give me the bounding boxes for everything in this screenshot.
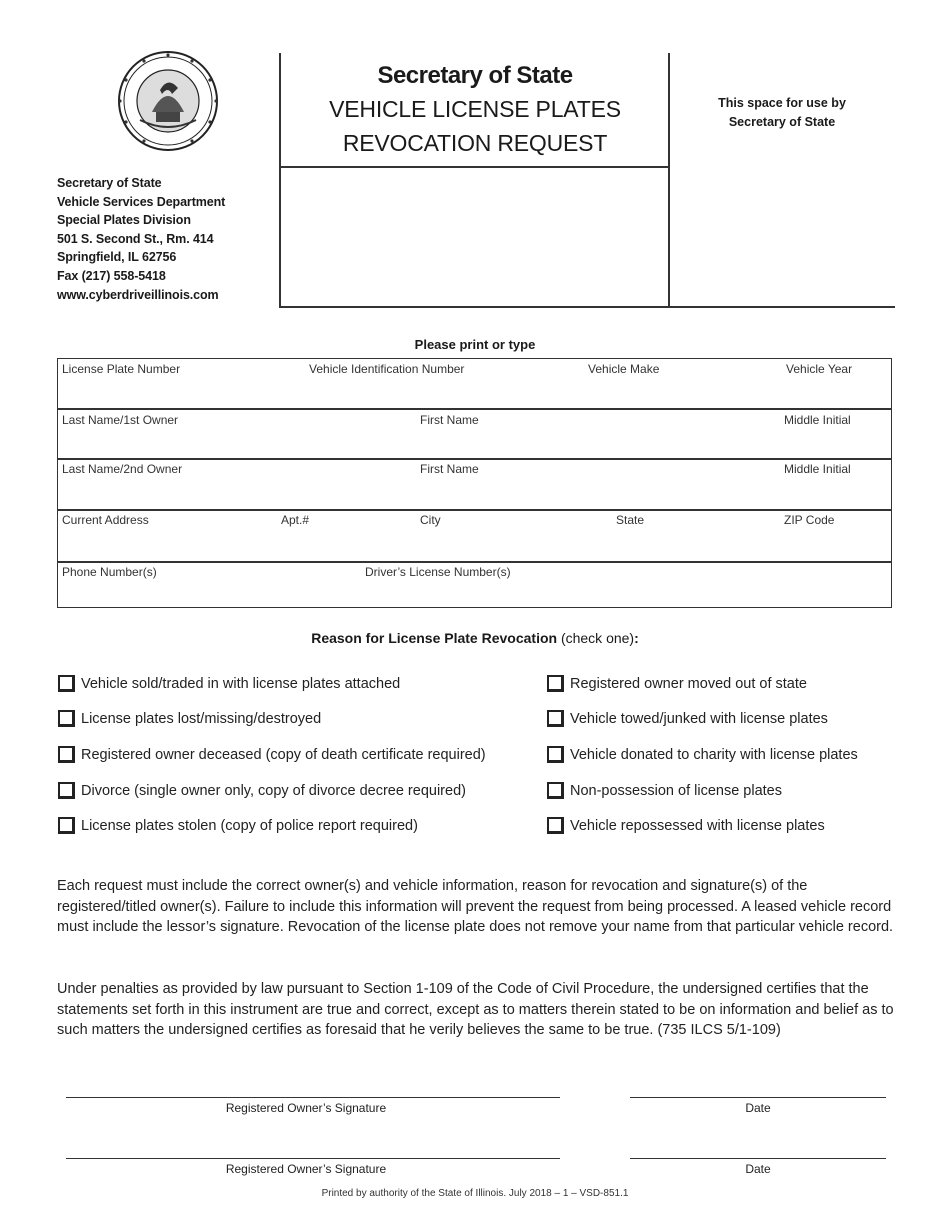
- checkbox[interactable]: [547, 710, 564, 727]
- checkbox[interactable]: [547, 675, 564, 692]
- reason-option[interactable]: [547, 746, 858, 763]
- owner-vehicle-form: [57, 358, 892, 608]
- office-use-line: This space for use by: [718, 96, 846, 110]
- header-title-underline: [279, 166, 669, 168]
- reason-label: Vehicle repossessed with license plates: [570, 817, 825, 834]
- reason-heading-note: (check one): [557, 630, 635, 646]
- reason-option[interactable]: [58, 710, 321, 727]
- state-field[interactable]: State: [616, 513, 645, 527]
- page-subtitle-2: REVOCATION REQUEST: [342, 130, 608, 156]
- first-name-owner-1-field[interactable]: First Name: [420, 413, 479, 427]
- reason-label: Non-possession of license plates: [570, 782, 782, 799]
- checkbox[interactable]: [547, 746, 564, 763]
- address-line: Vehicle Services Department: [57, 194, 226, 209]
- print-instruction: Please print or type: [414, 337, 536, 352]
- reason-option[interactable]: [58, 746, 486, 763]
- state-seal-logo: [112, 50, 224, 152]
- date-line-2: [630, 1158, 886, 1159]
- address-line: Fax (217) 558-5418: [57, 268, 166, 283]
- reason-option[interactable]: [58, 675, 400, 692]
- reason-option[interactable]: [547, 817, 825, 834]
- middle-initial-owner-2-field[interactable]: Middle Initial: [784, 462, 851, 476]
- requirements-paragraph: Each request must include the correct owner(s) and vehicle information, reason for revocation and signature(s) of the registered/titled owner(s). Failure to include this information will prevent the request from being processed. A leased vehicle record must include the lessor’s signature. Revocation of the license plate does not remove your name from that particular vehicle record.: [57, 878, 894, 935]
- reason-option[interactable]: [58, 817, 418, 834]
- reason-label: License plates lost/missing/destroyed: [81, 710, 322, 727]
- row-divider: [58, 509, 891, 511]
- signature-line-2: [66, 1158, 560, 1159]
- reason-heading: [0, 630, 950, 646]
- reason-label: License plates stolen (copy of police report required): [81, 817, 418, 834]
- vehicle-year-field[interactable]: Vehicle Year: [786, 362, 853, 376]
- checkbox[interactable]: [58, 710, 75, 727]
- reason-option[interactable]: [547, 675, 807, 692]
- first-name-owner-2-field[interactable]: First Name: [420, 462, 479, 476]
- row-divider: [58, 408, 891, 410]
- checkbox[interactable]: [547, 817, 564, 834]
- checkbox[interactable]: [547, 782, 564, 799]
- city-field[interactable]: City: [420, 513, 441, 527]
- reason-label: Vehicle donated to charity with license plates: [570, 746, 858, 763]
- date-line-1: [630, 1097, 886, 1098]
- address-line: Springfield, IL 62756: [57, 250, 177, 265]
- department-address: [57, 174, 225, 304]
- reason-label: Divorce (single owner only, copy of divorce decree required): [81, 782, 466, 799]
- office-use-line: Secretary of State: [728, 115, 836, 129]
- vehicle-make-field[interactable]: Vehicle Make: [588, 362, 660, 376]
- reason-option[interactable]: [58, 782, 466, 799]
- current-address-field[interactable]: Current Address: [62, 513, 149, 527]
- reason-heading-colon: :: [634, 630, 639, 646]
- checkbox[interactable]: [58, 782, 75, 799]
- checkbox[interactable]: [58, 817, 75, 834]
- reason-heading-bold: Reason for License Plate Revocation: [311, 630, 558, 646]
- last-name-owner-1-field[interactable]: Last Name/1st Owner: [62, 413, 179, 427]
- signature-line-1: [66, 1097, 560, 1098]
- reason-label: Registered owner deceased (copy of death certificate required): [81, 746, 486, 763]
- header-bottom-rule: [279, 306, 895, 308]
- reason-label: Vehicle towed/junked with license plates: [570, 710, 828, 727]
- owner-signature-1-label: Registered Owner’s Signature: [225, 1101, 387, 1115]
- zip-code-field[interactable]: ZIP Code: [784, 513, 835, 527]
- middle-initial-owner-1-field[interactable]: Middle Initial: [784, 413, 851, 427]
- row-divider: [58, 458, 891, 460]
- footer-note: Printed by authority of the State of Illinois. July 2018 – 1 – VSD-851.1: [321, 1188, 629, 1199]
- date-2-label: Date: [745, 1162, 771, 1176]
- reason-option[interactable]: [547, 710, 828, 727]
- address-line: Special Plates Division: [57, 213, 191, 228]
- reason-label: Registered owner moved out of state: [570, 675, 807, 692]
- phone-number-field[interactable]: Phone Number(s): [62, 565, 157, 579]
- apt-field[interactable]: Apt.#: [281, 513, 310, 527]
- checkbox[interactable]: [58, 675, 75, 692]
- license-plate-field[interactable]: License Plate Number: [62, 362, 181, 376]
- date-1-label: Date: [745, 1101, 771, 1115]
- page-subtitle-1: VEHICLE LICENSE PLATES: [329, 96, 621, 122]
- certification-paragraph: Under penalties as provided by law pursuant to Section 1-109 of the Code of Civil Procedure, the undersigned certifies that the statements set forth in this instrument are true and correct, except as to matters therein stated to be on information and belief as to such matters the undersigned certifies as foresaid that he verily believes the same to be true. (735 ILCS 5/1-109): [57, 981, 894, 1038]
- owner-signature-2-label: Registered Owner’s Signature: [225, 1162, 387, 1176]
- form-title: [281, 60, 669, 160]
- reason-label: Vehicle sold/traded in with license plates attached: [81, 675, 401, 692]
- address-line: 501 S. Second St., Rm. 414: [57, 231, 214, 246]
- page-title: Secretary of State: [377, 62, 573, 89]
- address-line: www.cyberdriveillinois.com: [57, 287, 219, 302]
- reason-option[interactable]: [547, 782, 782, 799]
- vin-field[interactable]: Vehicle Identification Number: [309, 362, 465, 376]
- last-name-owner-2-field[interactable]: Last Name/2nd Owner: [62, 462, 183, 476]
- checkbox[interactable]: [58, 746, 75, 763]
- office-use-note: [670, 94, 894, 132]
- row-divider: [58, 561, 891, 563]
- drivers-license-field[interactable]: Driver’s License Number(s): [365, 565, 511, 579]
- address-line: Secretary of State: [57, 176, 162, 190]
